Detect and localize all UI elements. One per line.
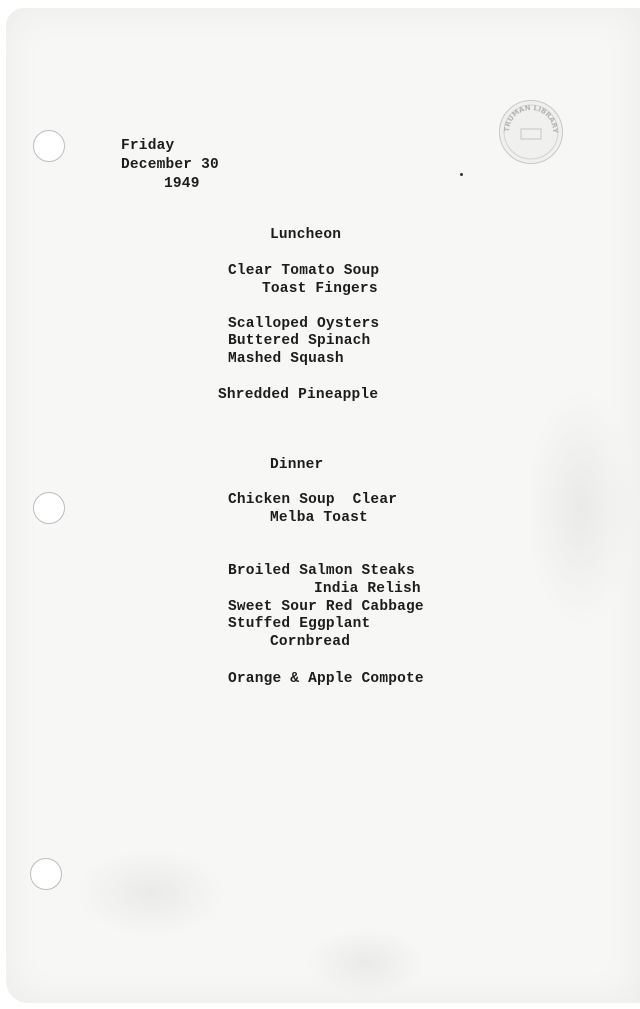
dinner-heading: Dinner: [270, 457, 324, 473]
menu-item: Cornbread: [270, 634, 351, 650]
menu-item: Clear Tomato Soup: [228, 263, 380, 279]
paper-stain: [526, 388, 636, 628]
menu-item: India Relish: [314, 581, 421, 597]
menu-year: 1949: [164, 176, 200, 192]
menu-item: Buttered Spinach: [228, 333, 371, 349]
binder-hole: [33, 130, 65, 162]
paper-stain: [306, 928, 426, 998]
menu-item: Sweet Sour Red Cabbage: [228, 599, 424, 615]
menu-item: Shredded Pineapple: [218, 387, 379, 403]
svg-text:TRUMAN LIBRARY: TRUMAN LIBRARY: [502, 103, 560, 134]
menu-day: Friday: [121, 138, 175, 154]
menu-item: Chicken Soup Clear: [228, 492, 398, 508]
menu-item: Stuffed Eggplant: [228, 616, 371, 632]
menu-item: Mashed Squash: [228, 351, 344, 367]
library-stamp: [499, 100, 563, 164]
binder-hole: [30, 858, 62, 890]
menu-item: Scalloped Oysters: [228, 316, 380, 332]
paper-stain: [76, 848, 226, 938]
menu-item: Orange & Apple Compote: [228, 671, 424, 687]
ink-dot: [460, 173, 463, 176]
menu-date: December 30: [121, 157, 219, 173]
library-stamp-seal: [500, 101, 562, 163]
menu-item: Melba Toast: [270, 510, 368, 526]
menu-item: Broiled Salmon Steaks: [228, 563, 415, 579]
menu-item: Toast Fingers: [262, 281, 378, 297]
binder-hole: [33, 492, 65, 524]
luncheon-heading: Luncheon: [270, 227, 342, 243]
